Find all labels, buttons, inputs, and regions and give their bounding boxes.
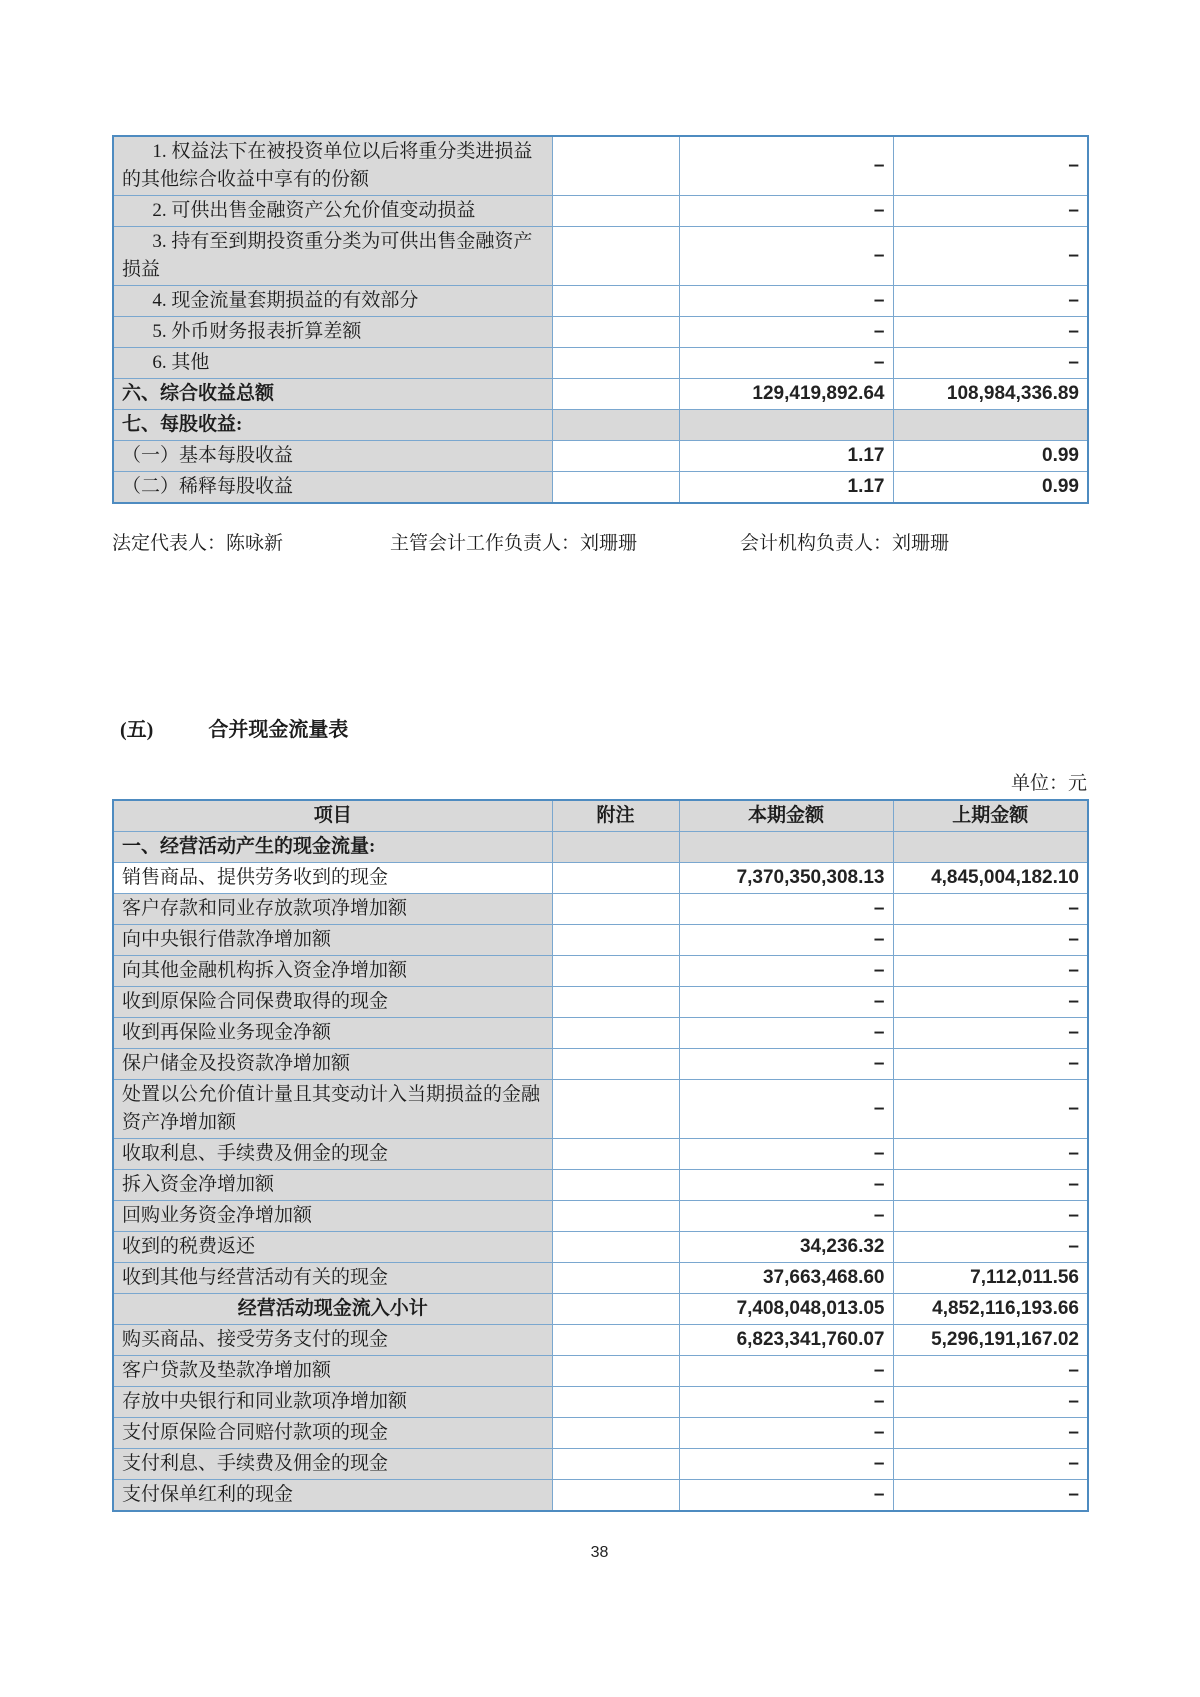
note-cell: [552, 1480, 679, 1512]
prior-period-amount: –: [893, 348, 1088, 379]
table-row: [113, 1263, 1088, 1294]
note-cell: [552, 1294, 679, 1325]
row-label: （二）稀释每股收益: [113, 472, 552, 504]
table-row: [113, 987, 1088, 1018]
prior-period-amount: –: [893, 987, 1088, 1018]
prior-period-amount: [893, 410, 1088, 441]
note-cell: [552, 956, 679, 987]
prior-period-amount: –: [893, 1080, 1088, 1139]
note-cell: [552, 1170, 679, 1201]
row-label: 支付保单红利的现金: [113, 1480, 552, 1512]
prior-period-amount: –: [893, 1356, 1088, 1387]
prior-period-amount: –: [893, 136, 1088, 196]
accounting-department-head-signature: 会计机构负责人：刘珊珊: [740, 533, 950, 554]
table-row: [113, 196, 1088, 227]
prior-period-amount: –: [893, 1049, 1088, 1080]
note-cell: [552, 1049, 679, 1080]
table-row: [113, 286, 1088, 317]
current-period-amount: 37,663,468.60: [679, 1263, 893, 1294]
current-period-amount: –: [679, 1170, 893, 1201]
current-period-amount: –: [679, 894, 893, 925]
prior-period-amount: –: [893, 1232, 1088, 1263]
section-index: (五): [120, 719, 154, 741]
row-label: 处置以公允价值计量且其变动计入当期损益的金融资产净增加额: [113, 1080, 552, 1139]
note-cell: [552, 1018, 679, 1049]
prior-period-amount: 7,112,011.56: [893, 1263, 1088, 1294]
current-period-amount: –: [679, 1356, 893, 1387]
current-period-amount: 7,370,350,308.13: [679, 863, 893, 894]
row-label: 支付利息、手续费及佣金的现金: [113, 1449, 552, 1480]
table-row: [113, 472, 1088, 504]
table-row: [113, 1387, 1088, 1418]
row-label: 2. 可供出售金融资产公允价值变动损益: [113, 196, 552, 227]
note-cell: [552, 1232, 679, 1263]
prior-period-amount: 0.99: [893, 472, 1088, 504]
note-cell: [552, 987, 679, 1018]
table-row: [113, 1232, 1088, 1263]
note-cell: [552, 348, 679, 379]
row-label: 一、经营活动产生的现金流量:: [113, 832, 552, 863]
table-row: [113, 441, 1088, 472]
current-period-amount: 6,823,341,760.07: [679, 1325, 893, 1356]
row-label: 1. 权益法下在被投资单位以后将重分类进损益的其他综合收益中享有的份额: [113, 136, 552, 196]
table-row: [113, 317, 1088, 348]
table-row: [113, 863, 1088, 894]
row-label: 5. 外币财务报表折算差额: [113, 317, 552, 348]
prior-period-amount: –: [893, 894, 1088, 925]
prior-period-amount: –: [893, 1387, 1088, 1418]
row-label: 存放中央银行和同业款项净增加额: [113, 1387, 552, 1418]
note-cell: [552, 832, 679, 863]
row-label: 3. 持有至到期投资重分类为可供出售金融资产损益: [113, 227, 552, 286]
cash-flow-table: [112, 799, 1089, 1512]
current-period-amount: 7,408,048,013.05: [679, 1294, 893, 1325]
current-period-amount: –: [679, 1480, 893, 1512]
note-cell: [552, 472, 679, 504]
note-cell: [552, 1139, 679, 1170]
column-header: 项目: [113, 800, 552, 832]
current-period-amount: –: [679, 1139, 893, 1170]
current-period-amount: 1.17: [679, 472, 893, 504]
note-cell: [552, 894, 679, 925]
current-period-amount: –: [679, 1080, 893, 1139]
current-period-amount: –: [679, 1387, 893, 1418]
note-cell: [552, 379, 679, 410]
row-label: 七、每股收益:: [113, 410, 552, 441]
table-row: [113, 1418, 1088, 1449]
section-name: 合并现金流量表: [208, 719, 349, 741]
row-label: 4. 现金流量套期损益的有效部分: [113, 286, 552, 317]
current-period-amount: –: [679, 1049, 893, 1080]
table-row: [113, 956, 1088, 987]
prior-period-amount: 108,984,336.89: [893, 379, 1088, 410]
note-cell: [552, 1201, 679, 1232]
prior-period-amount: –: [893, 317, 1088, 348]
row-label: 向其他金融机构拆入资金净增加额: [113, 956, 552, 987]
prior-period-amount: –: [893, 1170, 1088, 1201]
signature-line: [112, 528, 1087, 555]
current-period-amount: [679, 832, 893, 863]
row-label: 回购业务资金净增加额: [113, 1201, 552, 1232]
row-label: （一）基本每股收益: [113, 441, 552, 472]
prior-period-amount: –: [893, 227, 1088, 286]
note-cell: [552, 196, 679, 227]
row-label: 收取利息、手续费及佣金的现金: [113, 1139, 552, 1170]
note-cell: [552, 863, 679, 894]
note-cell: [552, 286, 679, 317]
prior-period-amount: –: [893, 925, 1088, 956]
prior-period-amount: –: [893, 1418, 1088, 1449]
current-period-amount: –: [679, 1018, 893, 1049]
table-row: [113, 1325, 1088, 1356]
section-title: [112, 713, 1087, 742]
note-cell: [552, 227, 679, 286]
note-cell: [552, 1263, 679, 1294]
current-period-amount: –: [679, 227, 893, 286]
prior-period-amount: –: [893, 1449, 1088, 1480]
legal-representative-signature: 法定代表人：陈咏新: [112, 533, 284, 554]
prior-period-amount: [893, 832, 1088, 863]
prior-period-amount: –: [893, 1201, 1088, 1232]
row-label: 向中央银行借款净增加额: [113, 925, 552, 956]
current-period-amount: –: [679, 136, 893, 196]
current-period-amount: 129,419,892.64: [679, 379, 893, 410]
current-period-amount: –: [679, 348, 893, 379]
current-period-amount: –: [679, 925, 893, 956]
table-row: [113, 410, 1088, 441]
table-row: [113, 1018, 1088, 1049]
row-label: 六、综合收益总额: [113, 379, 552, 410]
note-cell: [552, 1418, 679, 1449]
row-label: 收到的税费返还: [113, 1232, 552, 1263]
current-period-amount: –: [679, 1449, 893, 1480]
column-header: 上期金额: [893, 800, 1088, 832]
prior-period-amount: –: [893, 956, 1088, 987]
table-row: [113, 1480, 1088, 1512]
current-period-amount: –: [679, 1201, 893, 1232]
note-cell: [552, 1080, 679, 1139]
prior-period-amount: 4,845,004,182.10: [893, 863, 1088, 894]
table-row: [113, 1139, 1088, 1170]
table-row: [113, 379, 1088, 410]
column-header: 附注: [552, 800, 679, 832]
unit-label: 单位：元: [1010, 773, 1087, 794]
note-cell: [552, 136, 679, 196]
table-row: [113, 136, 1088, 196]
row-label: 收到其他与经营活动有关的现金: [113, 1263, 552, 1294]
table-row: [113, 1201, 1088, 1232]
table-row: [113, 227, 1088, 286]
row-label: 经营活动现金流入小计: [113, 1294, 552, 1325]
row-label: 收到再保险业务现金净额: [113, 1018, 552, 1049]
prior-period-amount: 0.99: [893, 441, 1088, 472]
table-row: [113, 1449, 1088, 1480]
note-cell: [552, 410, 679, 441]
current-period-amount: –: [679, 956, 893, 987]
table-row: [113, 894, 1088, 925]
current-period-amount: –: [679, 286, 893, 317]
current-period-amount: –: [679, 196, 893, 227]
note-cell: [552, 317, 679, 348]
comprehensive-income-table: [112, 135, 1089, 504]
current-period-amount: –: [679, 987, 893, 1018]
row-label: 保户储金及投资款净增加额: [113, 1049, 552, 1080]
prior-period-amount: 4,852,116,193.66: [893, 1294, 1088, 1325]
page-number: 38: [590, 1544, 609, 1561]
prior-period-amount: 5,296,191,167.02: [893, 1325, 1088, 1356]
table-header-row: [113, 800, 1088, 832]
column-header: 本期金额: [679, 800, 893, 832]
note-cell: [552, 1387, 679, 1418]
table-row: [113, 1170, 1088, 1201]
note-cell: [552, 925, 679, 956]
table-row: [113, 1080, 1088, 1139]
prior-period-amount: –: [893, 1139, 1088, 1170]
row-label: 销售商品、提供劳务收到的现金: [113, 863, 552, 894]
current-period-amount: [679, 410, 893, 441]
table-row: [113, 832, 1088, 863]
prior-period-amount: –: [893, 1480, 1088, 1512]
prior-period-amount: –: [893, 286, 1088, 317]
note-cell: [552, 441, 679, 472]
row-label: 6. 其他: [113, 348, 552, 379]
prior-period-amount: –: [893, 1018, 1088, 1049]
row-label: 购买商品、接受劳务支付的现金: [113, 1325, 552, 1356]
chief-accounting-officer-signature: 主管会计工作负责人：刘珊珊: [390, 533, 638, 554]
current-period-amount: 34,236.32: [679, 1232, 893, 1263]
row-label: 收到原保险合同保费取得的现金: [113, 987, 552, 1018]
row-label: 支付原保险合同赔付款项的现金: [113, 1418, 552, 1449]
row-label: 客户贷款及垫款净增加额: [113, 1356, 552, 1387]
prior-period-amount: –: [893, 196, 1088, 227]
table-row: [113, 1356, 1088, 1387]
table-row: [113, 348, 1088, 379]
current-period-amount: –: [679, 1418, 893, 1449]
row-label: 客户存款和同业存放款项净增加额: [113, 894, 552, 925]
row-label: 拆入资金净增加额: [113, 1170, 552, 1201]
table-row: [113, 1049, 1088, 1080]
note-cell: [552, 1449, 679, 1480]
table-row: [113, 925, 1088, 956]
note-cell: [552, 1325, 679, 1356]
table-row: [113, 1294, 1088, 1325]
current-period-amount: –: [679, 317, 893, 348]
note-cell: [552, 1356, 679, 1387]
current-period-amount: 1.17: [679, 441, 893, 472]
